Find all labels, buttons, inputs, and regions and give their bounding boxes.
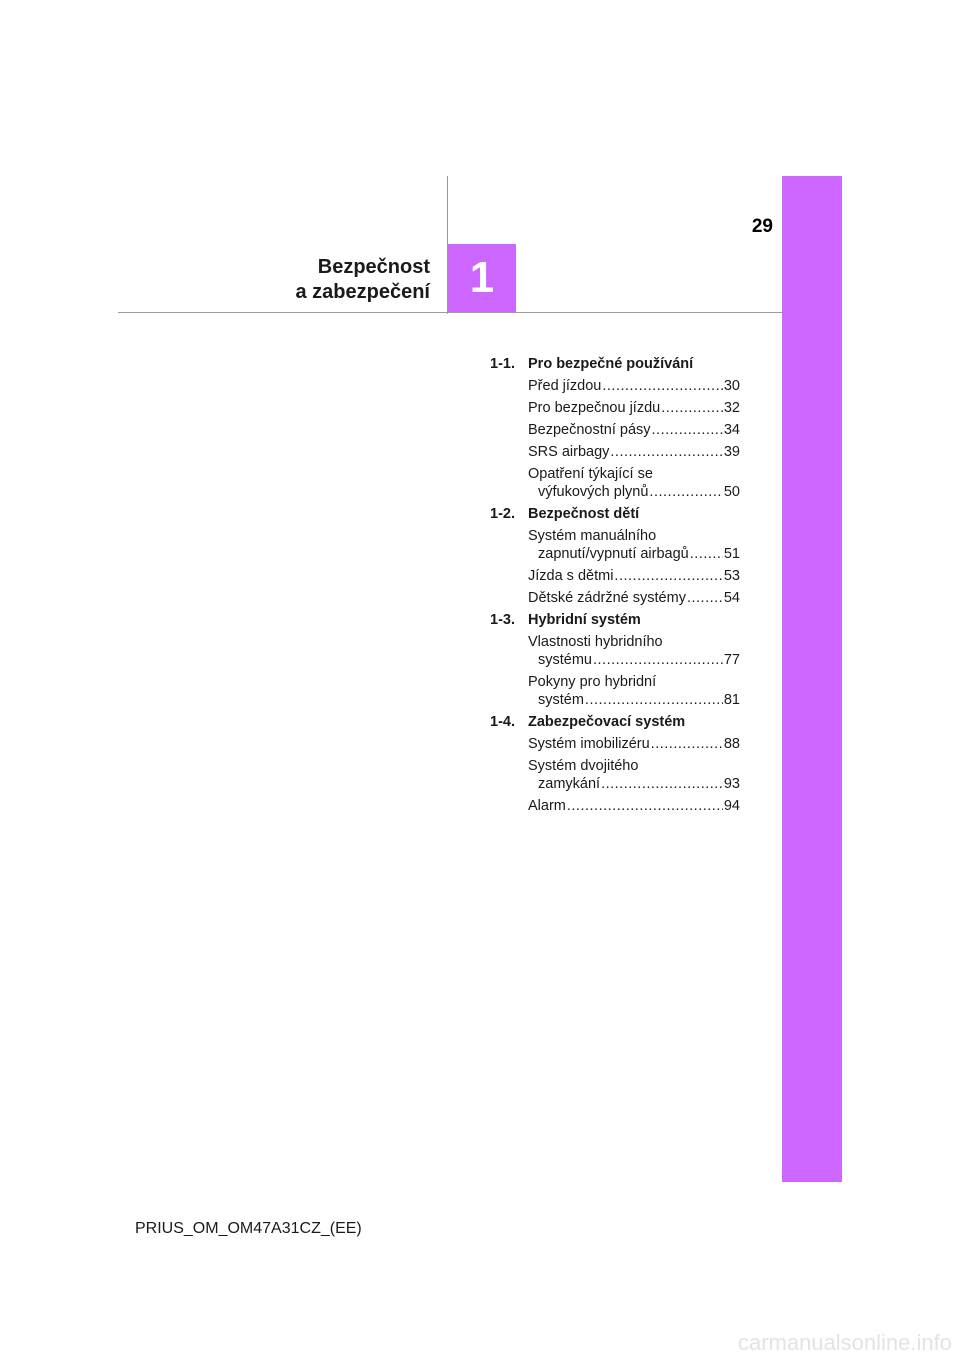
toc-section-heading[interactable] bbox=[490, 713, 740, 735]
toc-entry-row bbox=[528, 651, 740, 669]
table-of-contents bbox=[490, 355, 740, 819]
toc-entry-title: Bezpečnostní pásy bbox=[528, 422, 651, 438]
toc-entry[interactable] bbox=[528, 589, 740, 611]
toc-entry[interactable] bbox=[528, 527, 740, 567]
toc-entry-row bbox=[528, 567, 740, 585]
toc-entry-row bbox=[528, 545, 740, 563]
chapter-number-box bbox=[448, 244, 516, 312]
toc-page-number: 50 bbox=[723, 484, 740, 500]
toc-entry-title: Pro bezpečnou jízdu bbox=[528, 400, 661, 416]
toc-entry-row bbox=[528, 691, 740, 709]
toc-page-number: 94 bbox=[723, 798, 740, 814]
toc-leader-dots bbox=[614, 567, 722, 585]
toc-section-number: 1-2. bbox=[490, 506, 515, 522]
chapter-title bbox=[295, 255, 430, 305]
toc-entry-line: Systém manuálního bbox=[528, 528, 657, 544]
document-code: PRIUS_OM_OM47A31CZ_(EE) bbox=[135, 1220, 362, 1237]
toc-entry-title: Před jízdou bbox=[528, 378, 602, 394]
toc-leader-dots bbox=[602, 377, 723, 395]
toc-page-number: 34 bbox=[723, 422, 740, 438]
toc-section-heading[interactable] bbox=[490, 505, 740, 527]
chapter-title-line-2: a zabezpečení bbox=[295, 281, 430, 303]
toc-entry[interactable] bbox=[528, 421, 740, 443]
toc-entry-row bbox=[528, 421, 740, 439]
toc-leader-dots bbox=[652, 421, 723, 439]
toc-entry-title: zapnutí/vypnutí airbagů bbox=[538, 546, 689, 562]
toc-page-number: 53 bbox=[723, 568, 740, 584]
toc-entry-title: Jízda s dětmi bbox=[528, 568, 614, 584]
toc-entry-title: systému bbox=[538, 652, 592, 668]
toc-entry-row bbox=[528, 377, 740, 395]
toc-entry-title: Dětské zádržné systémy bbox=[528, 590, 686, 606]
toc-entry-line: Pokyny pro hybridní bbox=[528, 674, 657, 690]
toc-section-title: Pro bezpečné používání bbox=[528, 356, 694, 372]
toc-entry[interactable] bbox=[528, 797, 740, 819]
toc-entry-title: systém bbox=[538, 692, 584, 708]
toc-entry-title: Systém imobilizéru bbox=[528, 736, 650, 752]
toc-entry[interactable] bbox=[528, 633, 740, 673]
toc-entry[interactable] bbox=[528, 735, 740, 757]
toc-page-number: 81 bbox=[723, 692, 740, 708]
toc-page-number: 93 bbox=[723, 776, 740, 792]
toc-entry[interactable] bbox=[528, 399, 740, 421]
toc-page-number: 39 bbox=[723, 444, 740, 460]
toc-entry-line: Opatření týkající se bbox=[528, 466, 653, 482]
page-number: 29 bbox=[751, 216, 773, 237]
toc-section-number: 1-4. bbox=[490, 714, 515, 730]
toc-entry[interactable] bbox=[528, 673, 740, 713]
toc-leader-dots bbox=[649, 483, 722, 501]
toc-leader-dots bbox=[610, 443, 722, 461]
toc-entry-row bbox=[528, 797, 740, 815]
toc-entry-row bbox=[528, 775, 740, 793]
toc-entry-row bbox=[528, 443, 740, 461]
toc-entry[interactable] bbox=[528, 377, 740, 399]
toc-leader-dots bbox=[651, 735, 723, 753]
toc-entry-title: zamykání bbox=[538, 776, 601, 792]
toc-entry[interactable] bbox=[528, 443, 740, 465]
toc-entry-title: SRS airbagy bbox=[528, 444, 610, 460]
toc-entry[interactable] bbox=[528, 465, 740, 505]
toc-page-number: 77 bbox=[723, 652, 740, 668]
toc-leader-dots bbox=[687, 589, 723, 607]
toc-page-number: 54 bbox=[723, 590, 740, 606]
toc-entry[interactable] bbox=[528, 567, 740, 589]
toc-page-number: 30 bbox=[723, 378, 740, 394]
toc-entry-line: Systém dvojitého bbox=[528, 758, 639, 774]
toc-leader-dots bbox=[690, 545, 723, 563]
toc-page-number: 51 bbox=[723, 546, 740, 562]
toc-entry-row bbox=[528, 589, 740, 607]
toc-section-number: 1-3. bbox=[490, 612, 515, 628]
toc-section-title: Bezpečnost dětí bbox=[528, 506, 640, 522]
toc-section-number: 1-1. bbox=[490, 356, 515, 372]
toc-section-title: Zabezpečovací systém bbox=[528, 714, 686, 730]
toc-entry[interactable] bbox=[528, 757, 740, 797]
toc-entry-title: výfukových plynů bbox=[538, 484, 649, 500]
watermark: carmanualsonline.info bbox=[737, 1330, 952, 1355]
toc-leader-dots bbox=[593, 651, 723, 669]
toc-leader-dots bbox=[585, 691, 723, 709]
toc-entry-title: Alarm bbox=[528, 798, 566, 814]
toc-section-heading[interactable] bbox=[490, 355, 740, 377]
toc-entry-row bbox=[528, 399, 740, 417]
toc-page-number: 32 bbox=[723, 400, 740, 416]
toc-page-number: 88 bbox=[723, 736, 740, 752]
chapter-title-line-1: Bezpečnost bbox=[317, 256, 430, 278]
chapter-sidebar-tab bbox=[782, 176, 842, 1182]
toc-section-title: Hybridní systém bbox=[528, 612, 641, 628]
chapter-number: 1 bbox=[469, 253, 495, 302]
header-horizontal-rule bbox=[118, 312, 782, 313]
toc-entry-row bbox=[528, 483, 740, 501]
toc-entry-line: Vlastnosti hybridního bbox=[528, 634, 663, 650]
toc-leader-dots bbox=[567, 797, 723, 815]
toc-leader-dots bbox=[661, 399, 723, 417]
toc-section-heading[interactable] bbox=[490, 611, 740, 633]
toc-entry-row bbox=[528, 735, 740, 753]
toc-leader-dots bbox=[601, 775, 723, 793]
